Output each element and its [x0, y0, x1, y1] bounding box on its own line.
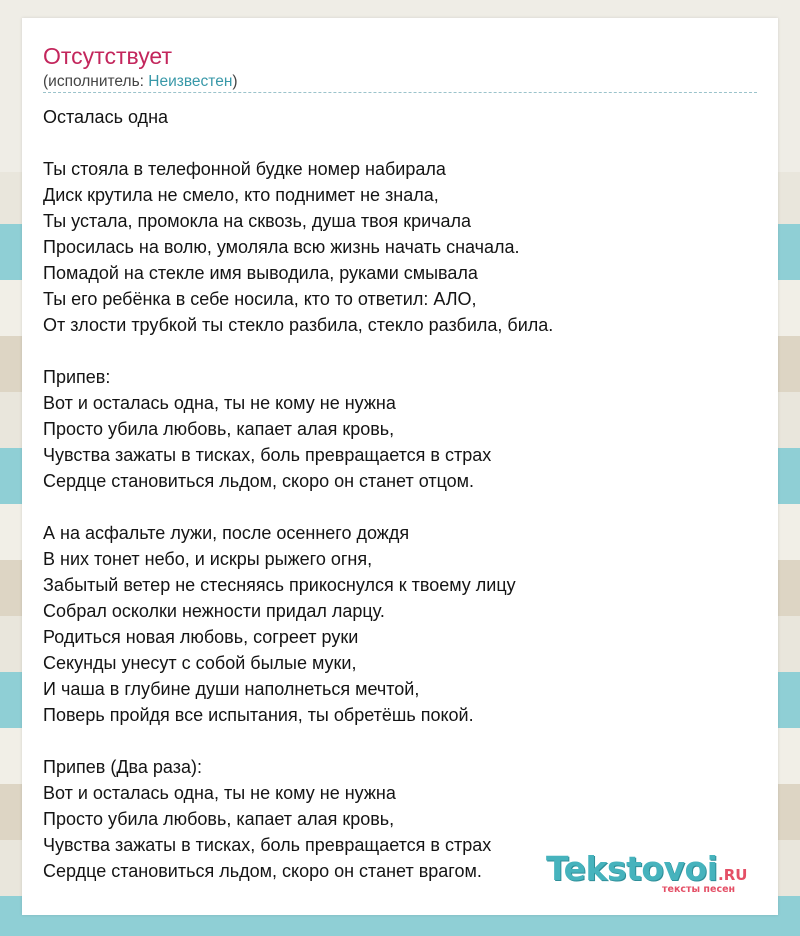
lyrics-line: Припев:	[43, 367, 111, 387]
artist-prefix: (исполнитель:	[43, 73, 149, 90]
lyrics-line: Поверь пройдя все испытания, ты обретёшь покой.	[43, 705, 474, 725]
artist-suffix: )	[232, 73, 238, 90]
lyrics-line: Вот и осталась одна, ты не кому не нужна	[43, 783, 396, 803]
lyrics-line: Ты стояла в телефонной будке номер набирала	[43, 159, 446, 179]
lyrics-line: Собрал осколки нежности придал ларцу.	[43, 601, 385, 621]
lyrics-line: Вот и осталась одна, ты не кому не нужна	[43, 393, 396, 413]
lyrics-blank-line	[43, 130, 759, 156]
site-logo[interactable]	[546, 850, 756, 896]
lyrics-blank-line	[43, 728, 759, 754]
lyrics-text	[43, 104, 759, 884]
lyrics-line: Чувства зажаты в тисках, боль превращается в страх	[43, 835, 492, 855]
lyrics-blank-line	[43, 338, 759, 364]
lyrics-line: Ты его ребёнка в себе носила, кто то ответил: АЛО,	[43, 289, 477, 309]
lyrics-line: Секунды унесут с собой былые муки,	[43, 653, 357, 673]
lyrics-blank-line	[43, 494, 759, 520]
song-title: Отсутствует	[43, 43, 172, 69]
artist-line	[43, 72, 238, 92]
title-separator	[43, 92, 757, 93]
lyrics-card	[22, 18, 778, 915]
lyrics-line: И чаша в глубине души наполнеться мечтой,	[43, 679, 420, 699]
lyrics-line: Забытый ветер не стесняясь прикоснулся к твоему лицу	[43, 575, 516, 595]
lyrics-line: Чувства зажаты в тисках, боль превращается в страх	[43, 445, 492, 465]
lyrics-line: Родиться новая любовь, согреет руки	[43, 627, 359, 647]
logo-name: Tekstovoi	[546, 849, 718, 888]
lyrics-line: Просто убила любовь, капает алая кровь,	[43, 809, 395, 829]
lyrics-line: Сердце становиться льдом, скоро он станет врагом.	[43, 861, 482, 881]
logo-tld: .RU	[718, 866, 748, 884]
lyrics-line: А на асфальте лужи, после осеннего дождя	[43, 523, 410, 543]
lyrics-line: Диск крутила не смело, кто поднимет не знала,	[43, 185, 439, 205]
lyrics-line: В них тонет небо, и искры рыжего огня,	[43, 549, 373, 569]
lyrics-line: Ты устала, промокла на сквозь, душа твоя кричала	[43, 211, 472, 231]
lyrics-line: Припев (Два раза):	[43, 757, 202, 777]
lyrics-line: Осталась одна	[43, 107, 169, 127]
logo-tagline: тексты песен	[662, 884, 736, 895]
lyrics-line: Просилась на волю, умоляла всю жизнь начать сначала.	[43, 237, 520, 257]
lyrics-line: От злости трубкой ты стекло разбила, стекло разбила, била.	[43, 315, 554, 335]
lyrics-line: Помадой на стекле имя выводила, руками смывала	[43, 263, 478, 283]
lyrics-line: Просто убила любовь, капает алая кровь,	[43, 419, 395, 439]
artist-link[interactable]: Неизвестен	[148, 73, 233, 90]
lyrics-line: Сердце становиться льдом, скоро он станет отцом.	[43, 471, 475, 491]
